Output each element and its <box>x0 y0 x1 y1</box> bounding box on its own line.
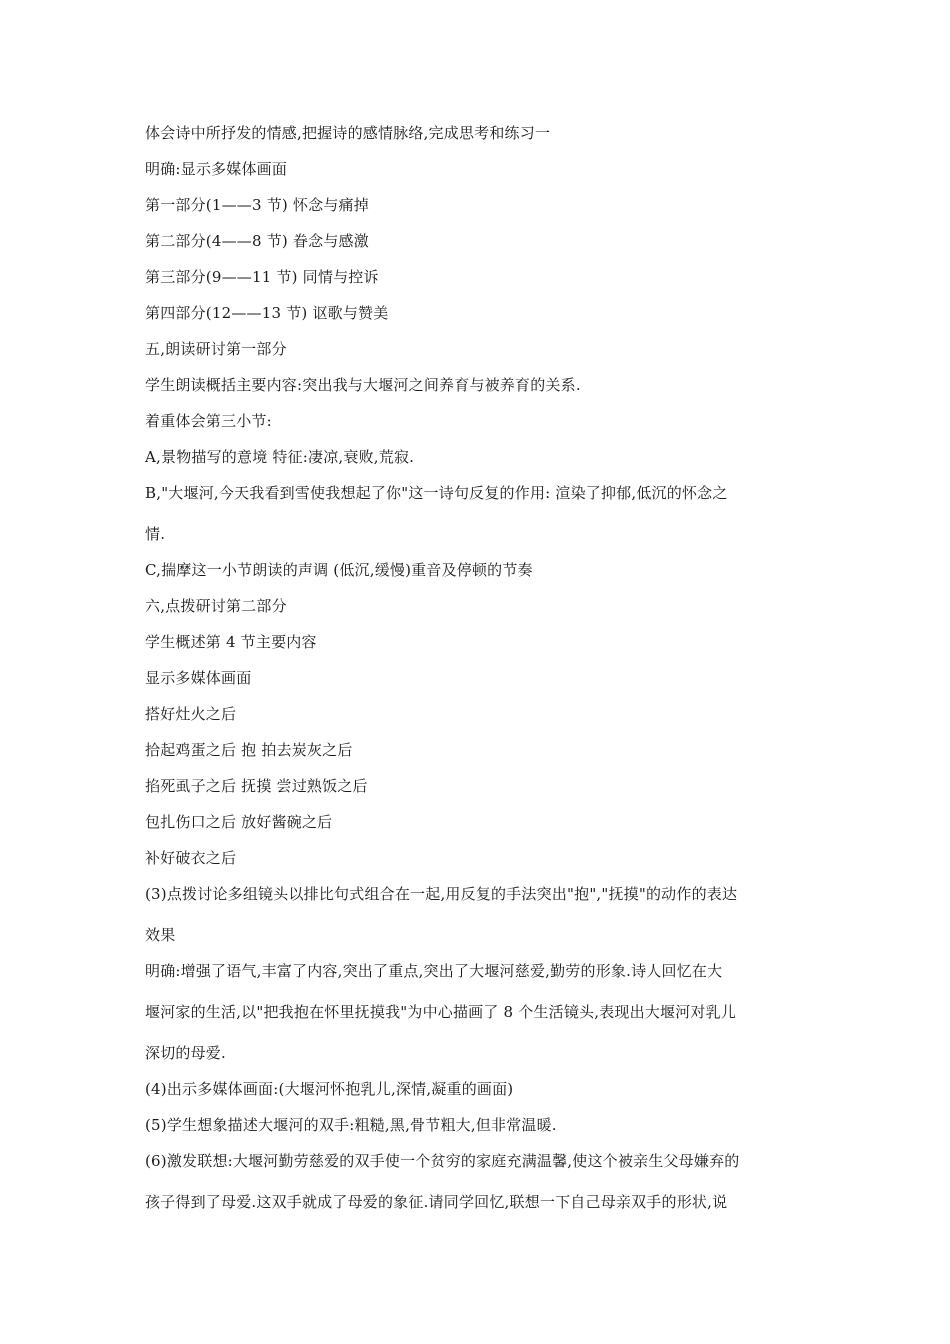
text-line: 第四部分(12——13 节) 讴歌与赞美 <box>145 304 389 322</box>
text-line: 着重体会第三小节: <box>145 412 272 430</box>
text-line: 第一部分(1——3 节) 怀念与痛掉 <box>145 196 369 214</box>
text-line: (6)激发联想:大堰河勤劳慈爱的双手使一个贫穷的家庭充满温馨,使这个被亲生父母嫌弃的 <box>145 1152 740 1170</box>
text-line: 包扎伤口之后 放好酱碗之后 <box>145 813 333 831</box>
text-line: 情. <box>145 525 166 543</box>
text-line: 孩子得到了母爱.这双手就成了母爱的象征.请同学回忆,联想一下自己母亲双手的形状,说 <box>145 1193 728 1211</box>
text-line: 明确:显示多媒体画面 <box>145 160 288 178</box>
text-line: 搭好灶火之后 <box>145 705 237 723</box>
text-line: 拾起鸡蛋之后 抱 拍去炭灰之后 <box>145 741 353 759</box>
text-line: 第三部分(9——11 节) 同情与控诉 <box>145 268 379 286</box>
text-line: A,景物描写的意境 特征:凄凉,衰败,荒寂. <box>145 448 415 466</box>
text-line: B,"大堰河,今天我看到雪使我想起了你"这一诗句反复的作用: 渲染了抑郁,低沉的怀念之 <box>145 484 728 502</box>
text-line: 学生概述第 4 节主要内容 <box>145 633 317 651</box>
text-line: 掐死虱子之后 抚摸 尝过熟饭之后 <box>145 777 368 795</box>
document-body <box>145 124 815 1229</box>
text-line: 明确:增强了语气,丰富了内容,突出了重点,突出了大堰河慈爱,勤劳的形象.诗人回忆在大 <box>145 962 723 980</box>
text-line: (5)学生想象描述大堰河的双手:粗糙,黑,骨节粗大,但非常温暖. <box>145 1116 557 1134</box>
text-line: (3)点拨讨论多组镜头以排比句式组合在一起,用反复的手法突出"抱","抚摸"的动作的表达 <box>145 885 738 903</box>
text-line: 体会诗中所抒发的情感,把握诗的感情脉络,完成思考和练习一 <box>145 124 551 142</box>
text-line: (4)出示多媒体画面:(大堰河怀抱乳儿,深情,凝重的画面) <box>145 1080 514 1098</box>
text-line: 第二部分(4——8 节) 眷念与感激 <box>145 232 369 250</box>
text-line: 补好破衣之后 <box>145 849 237 867</box>
text-line: 效果 <box>145 926 176 944</box>
text-line: 堰河家的生活,以"把我抱在怀里抚摸我"为中心描画了 8 个生活镜头,表现出大堰河对乳儿 <box>145 1003 737 1021</box>
text-line: 学生朗读概括主要内容:突出我与大堰河之间养育与被养育的关系. <box>145 376 581 394</box>
text-line: 深切的母爱. <box>145 1044 226 1062</box>
text-line: C,揣摩这一小节朗读的声调 (低沉,缓慢)重音及停顿的节奏 <box>145 561 533 579</box>
text-line: 显示多媒体画面 <box>145 669 252 687</box>
text-line: 六,点拨研讨第二部分 <box>145 597 287 615</box>
text-line: 五,朗读研讨第一部分 <box>145 340 287 358</box>
